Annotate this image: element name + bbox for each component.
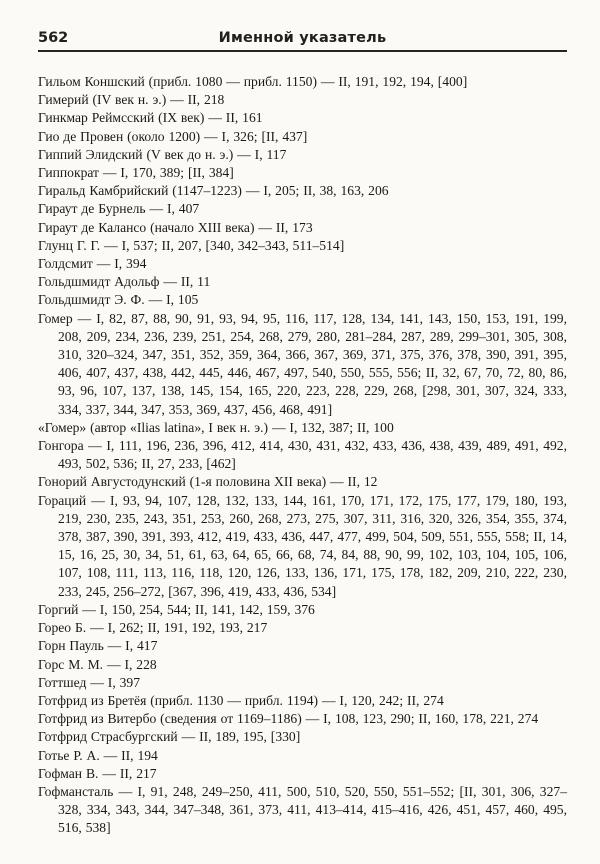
index-entry: Горн Пауль — I, 417	[38, 638, 158, 654]
index-entry: Гольдшмидт Адольф — II, 11	[38, 274, 211, 290]
index-entry: Горгий — I, 150, 254, 544; II, 141, 142, 159, 376	[38, 601, 315, 617]
index-entry: Гильом Коншский (прибл. 1080 — прибл. 1150) — II, 191, 192, 194, [400]	[38, 74, 468, 89]
header-rule	[38, 50, 567, 52]
index-entry: Гофман В. — II, 217	[38, 765, 157, 781]
index-entry: Гольдшмидт Э. Ф. — I, 105	[38, 292, 199, 308]
index-entry: Готтшед — I, 397	[38, 674, 141, 690]
index-entry: Гимерий (IV век н. э.) — II, 218	[38, 92, 225, 108]
index-entry: Голдсмит — I, 394	[38, 256, 147, 272]
index-entry: Горс М. М. — I, 228	[38, 656, 157, 672]
page-title: Именной указатель	[218, 30, 387, 46]
running-header	[38, 28, 567, 48]
index-entry: Гораций — I, 93, 94, 107, 128, 132, 133, 144, 161, 170, 171, 172, 175, 177, 179, 180, 193, 219, 230, 235, 243, 351, 253, 260, 268, 273, 275, 307, 311, 316, 320, 326, 354, 355, 374, 378, 387, 390, 391, 393, 412, 419, 433, 436, 447, 477, 499, 504, 509, 551, 555, 558; II, 14, 15, 16, 25, 30, 34, 51, 61, 63, 64, 65, 66, 68, 74, 84, 88, 90, 99, 102, 103, 104, 105, 106, 107, 108, 111, 113, 116, 118, 120, 126, 133, 136, 171, 175, 178, 182, 209, 210, 222, 230, 233, 245, 256–272, [367, 396, 419, 433, 436, 534]	[38, 492, 567, 599]
index-entry: Гофмансталь — I, 91, 248, 249–250, 411, 500, 510, 520, 550, 551–552; [II, 301, 306, 327–328, 334, 343, 344, 347–348, 361, 373, 411, 413–414, 415–416, 426, 451, 457, 460, 495, 516, 538]	[38, 783, 567, 836]
index-entry: Готфрид из Витербо (сведения от 1169–1186) — I, 108, 123, 290; II, 160, 178, 221, 274	[38, 711, 539, 727]
index-entry: Гио де Провен (около 1200) — I, 326; [II, 437]	[38, 128, 308, 144]
index-entry: Гиппий Элидский (V век до н. э.) — I, 117	[38, 146, 287, 162]
index-entry: Гомер — I, 82, 87, 88, 90, 91, 93, 94, 95, 116, 117, 128, 134, 141, 143, 150, 153, 191, 199, 208, 209, 234, 236, 239, 251, 254, 268, 279, 280, 281–284, 287, 289, 299–301, 305, 308, 310, 320–324, 347, 351, 352, 359, 364, 366, 367, 369, 371, 375, 376, 378, 390, 391, 395, 406, 407, 437, 438, 442, 445, 446, 467, 497, 540, 550, 555, 556; II, 32, 67, 70, 72, 80, 86, 93, 96, 107, 137, 138, 145, 154, 165, 220, 223, 228, 229, 268, [298, 301, 307, 324, 333, 334, 337, 344, 347, 353, 369, 437, 456, 468, 491]	[38, 310, 567, 417]
index-entry: Глунц Г. Г. — I, 537; II, 207, [340, 342–343, 511–514]	[38, 237, 345, 253]
index-entry: «Гомер» (автор «Ilias latina», I век н. э.) — I, 132, 387; II, 100	[38, 419, 394, 435]
index-entry: Готье Р. А. — II, 194	[38, 747, 158, 763]
index-entry: Гонгора — I, 111, 196, 236, 396, 412, 414, 430, 431, 432, 433, 436, 438, 439, 489, 491, 492, 493, 502, 536; II, 27, 233, [462]	[38, 438, 567, 472]
index-entry: Готфрид Страсбургский — II, 189, 195, [330]	[38, 729, 301, 745]
index-entry: Гираут де Бурнель — I, 407	[38, 201, 200, 217]
index-entry: Горео Б. — I, 262; II, 191, 192, 193, 217	[38, 620, 268, 636]
index-entry: Гинкмар Реймсский (IX век) — II, 161	[38, 110, 263, 126]
index-entry: Готфрид из Бретёя (прибл. 1130 — прибл. 1194) — I, 120, 242; II, 274	[38, 692, 444, 708]
index-entry: Гонорий Августодунский (1-я половина XII века) — II, 12	[38, 474, 378, 490]
index-entry: Гиральд Камбрийский (1147–1223) — I, 205; II, 38, 163, 206	[38, 183, 389, 199]
page-number: 562	[38, 30, 69, 46]
index-entry-list	[38, 73, 567, 838]
index-entry: Гираут де Калансо (начало XIII века) — II, 173	[38, 219, 313, 235]
index-entry: Гиппократ — I, 170, 389; [II, 384]	[38, 165, 234, 181]
